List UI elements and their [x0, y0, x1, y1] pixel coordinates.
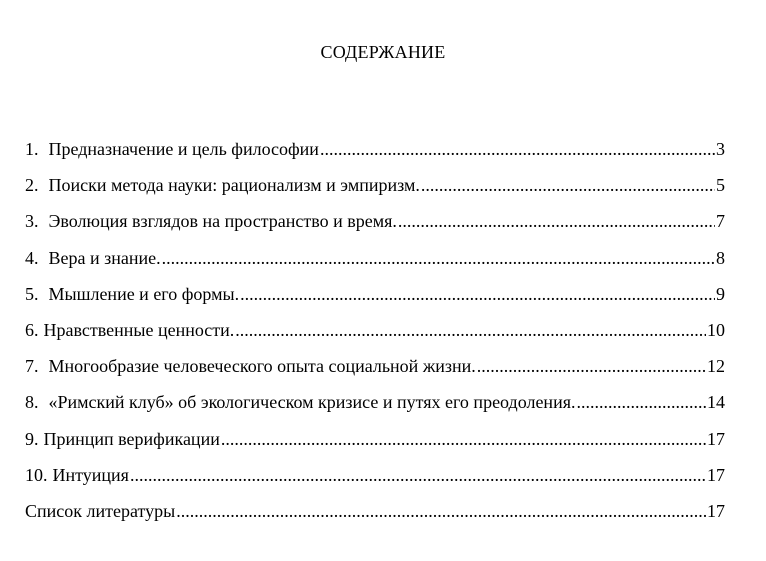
- toc-entry-page: 8: [716, 247, 725, 268]
- toc-entry-7: [25, 356, 725, 392]
- toc-entry-title: Многообразие человеческого опыта социальной жизни.: [48, 356, 476, 377]
- toc-entry-title: Нравственные ценности.: [43, 319, 235, 340]
- toc-dot-leader: [320, 139, 715, 160]
- toc-dot-leader: [162, 248, 715, 269]
- toc-entry-page: 12: [707, 356, 725, 377]
- toc-entry-page: 3: [716, 139, 725, 159]
- toc-dot-leader: [130, 465, 706, 486]
- toc-entry-1: [25, 139, 725, 175]
- toc-entry-title: Поиски метода науки: рационализм и эмпиризм.: [48, 175, 420, 196]
- toc-entry-number: 9.: [25, 428, 39, 449]
- toc-entry-6: [25, 320, 725, 356]
- toc-dot-leader: [477, 356, 706, 377]
- toc-entry-2: [25, 175, 725, 211]
- toc-entry-title: Вера и знание.: [48, 247, 161, 268]
- toc-dot-leader: [235, 320, 706, 341]
- toc-entry-title: Список литературы: [25, 500, 176, 521]
- toc-dot-leader: [398, 211, 715, 232]
- toc-dot-leader: [176, 501, 706, 522]
- toc-entry-number: 8.: [25, 392, 39, 413]
- toc-entry-title: Интуиция: [52, 464, 129, 485]
- toc-entry-number: 3.: [25, 211, 39, 232]
- toc-entry-9: [25, 429, 725, 465]
- page-title: СОДЕРЖАНИЕ: [320, 42, 446, 62]
- toc-dot-leader: [240, 284, 715, 305]
- table-of-contents: [25, 139, 725, 537]
- toc-entry-10: [25, 465, 725, 501]
- toc-entry-3: [25, 211, 725, 247]
- toc-entry-title: Принцип верификации: [43, 428, 220, 449]
- toc-entry-number: 2.: [25, 175, 39, 196]
- toc-entry-number: 6.: [25, 319, 39, 340]
- toc-entry-number: 4.: [25, 247, 39, 268]
- toc-entry-number: 1.: [25, 139, 39, 159]
- toc-entry-page: 10: [707, 319, 725, 340]
- toc-entry-title: Эволюция взглядов на пространство и время.: [48, 211, 397, 232]
- toc-entry-number: 7.: [25, 356, 39, 377]
- toc-entry-title: «Римский клуб» об экологическом кризисе и путях его преодоления.: [48, 392, 576, 413]
- toc-entry-number: 10.: [25, 464, 48, 485]
- toc-entry-page: 5: [716, 175, 725, 196]
- toc-entry-title: Мышление и его формы.: [48, 283, 240, 304]
- toc-entry-4: [25, 248, 725, 284]
- toc-entry-page: 7: [716, 211, 725, 232]
- toc-dot-leader: [576, 392, 706, 413]
- toc-entry-page: 17: [707, 428, 725, 449]
- toc-dot-leader: [221, 429, 706, 450]
- toc-entry-bibliography: [25, 501, 725, 537]
- toc-entry-5: [25, 284, 725, 320]
- toc-entry-page: 9: [716, 283, 725, 304]
- toc-entry-page: 14: [707, 392, 725, 413]
- toc-entry-title: Предназначение и цель философии: [48, 139, 319, 159]
- toc-dot-leader: [421, 175, 715, 196]
- toc-entry-number: 5.: [25, 283, 39, 304]
- toc-entry-page: 17: [707, 500, 725, 521]
- toc-entry-8: [25, 392, 725, 428]
- toc-entry-page: 17: [707, 464, 725, 485]
